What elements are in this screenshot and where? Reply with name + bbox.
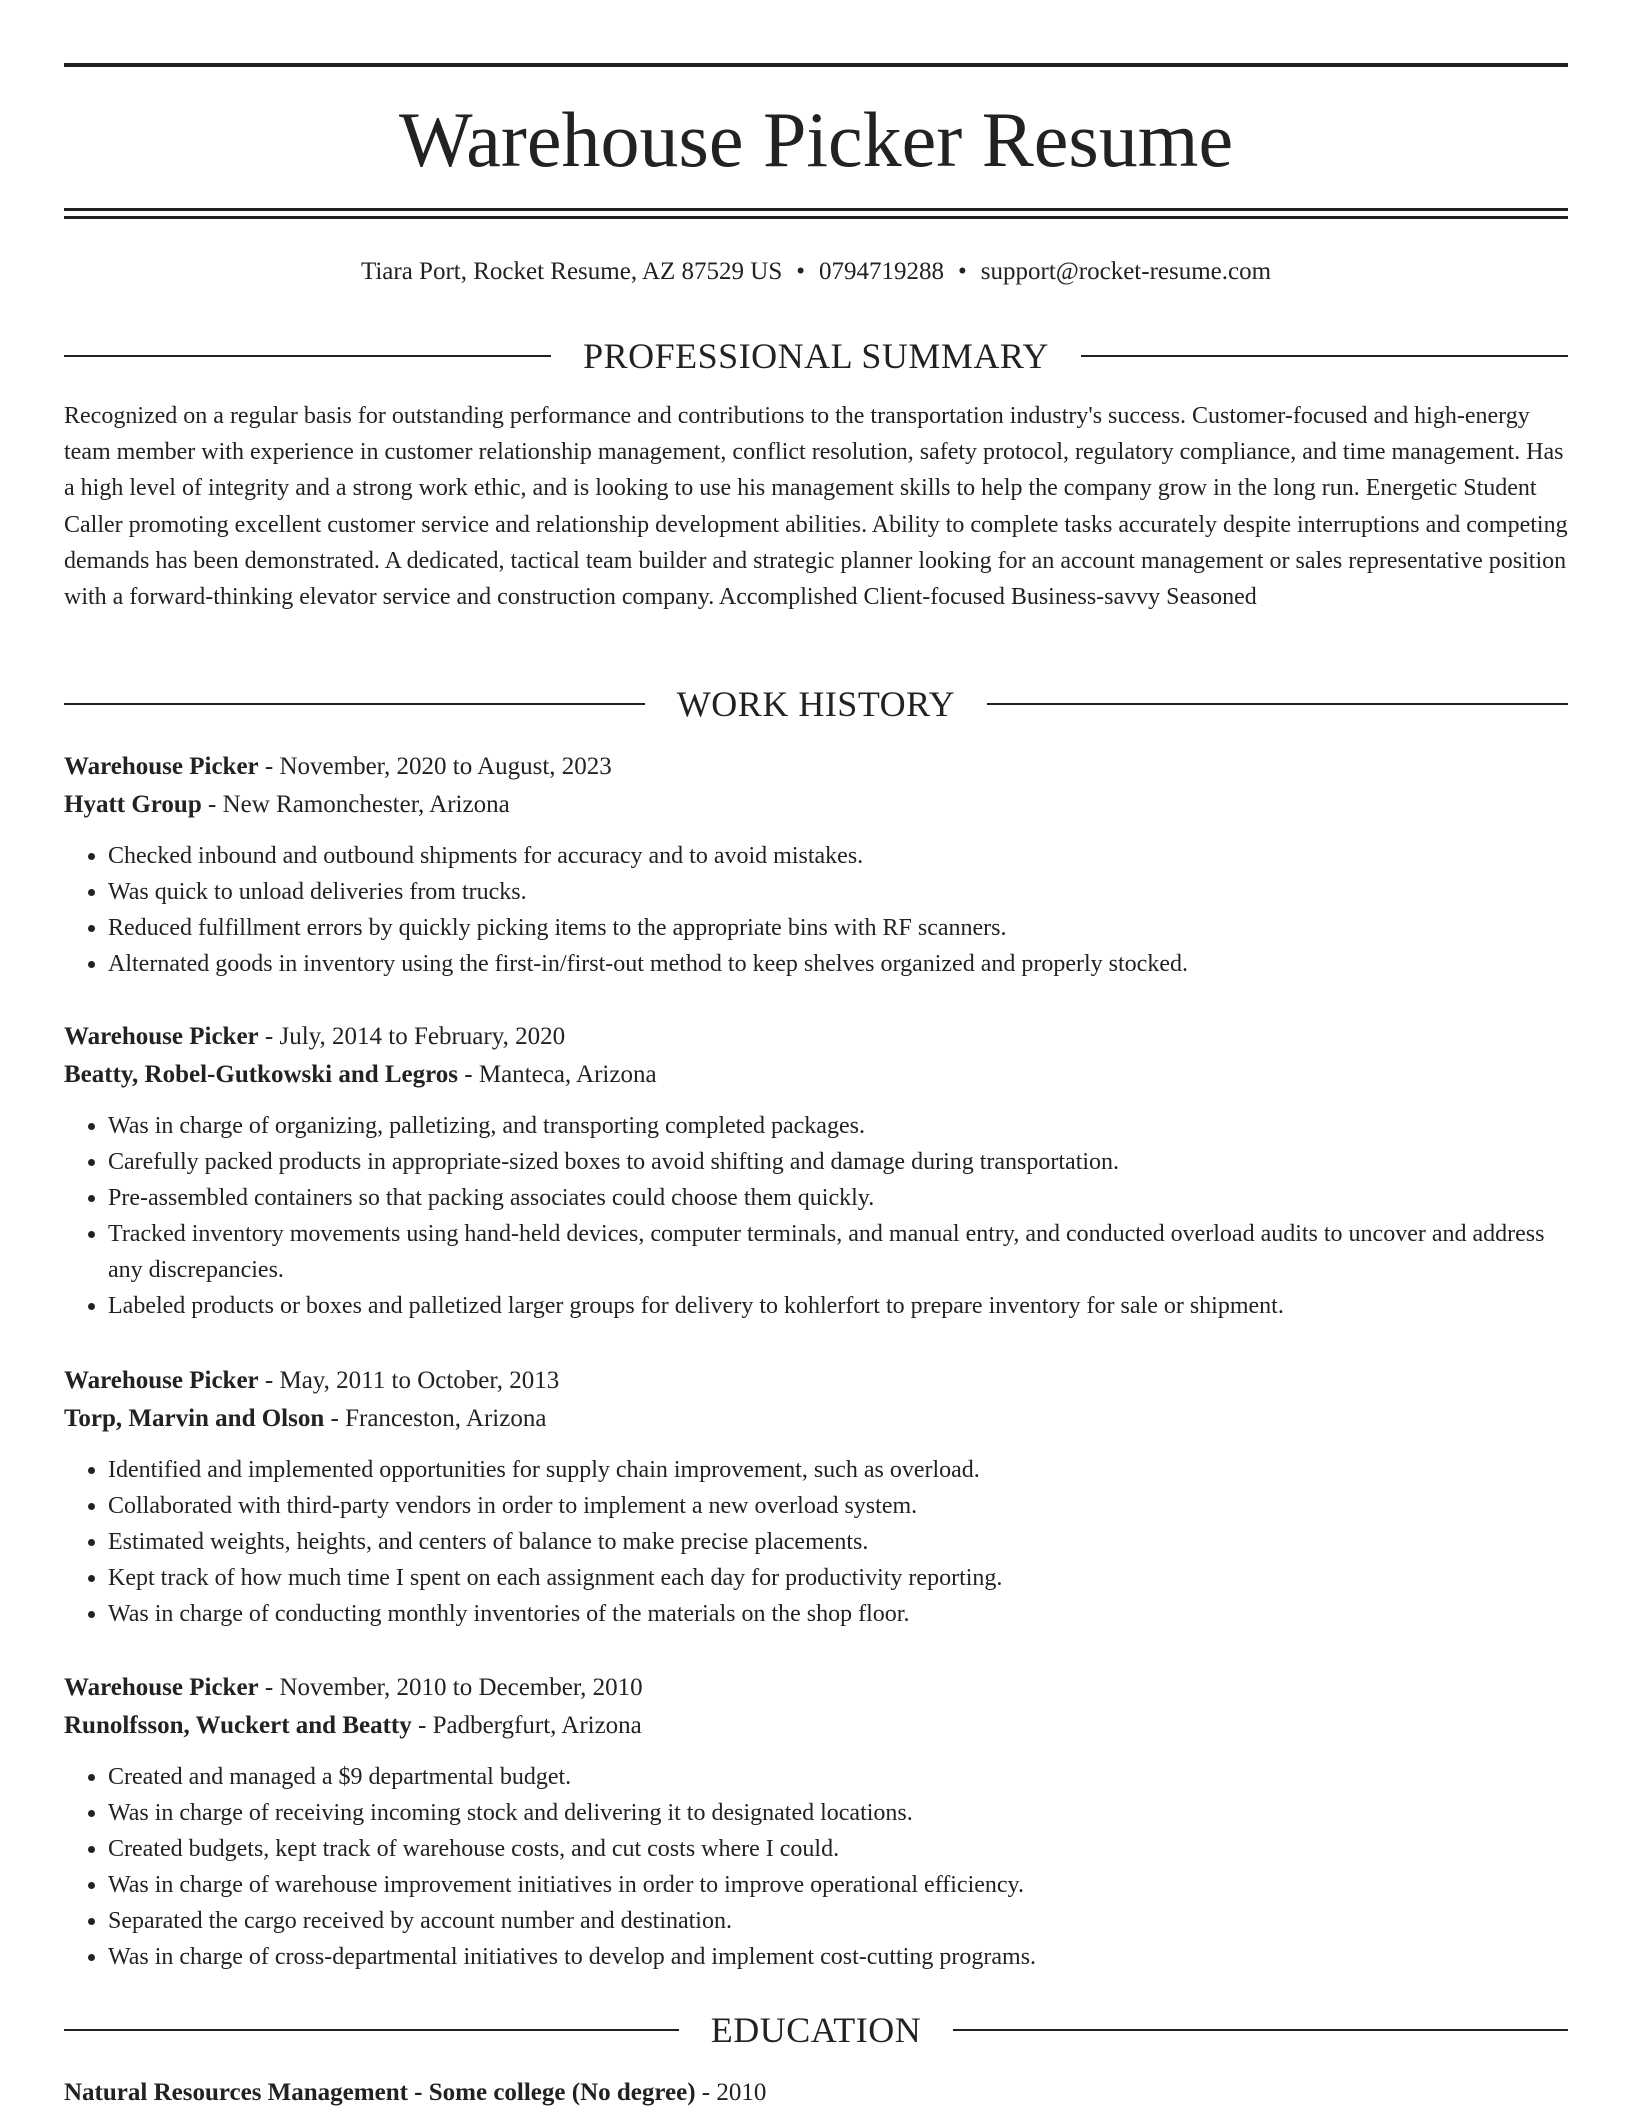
- contact-address: Tiara Port, Rocket Resume, AZ 87529 US: [360, 258, 783, 285]
- work-history-heading: [64, 682, 1568, 726]
- list-item: • Was in charge of cross-departmental initiatives to develop and implement cost-cutting programs.: [108, 1939, 1568, 1975]
- job-dates: - May, 2011 to October, 2013: [258, 1367, 560, 1394]
- job-title-line: [64, 1669, 1568, 1707]
- list-item: • Reduced fulfillment errors by quickly picking items to the appropriate bins with RF scanners.: [108, 910, 1568, 946]
- job-title: Warehouse Picker: [64, 753, 259, 780]
- job-company-line: [64, 1400, 1568, 1438]
- education-year: - 2010: [695, 2079, 767, 2106]
- education-degree: Natural Resources Management - Some college (No degree): [64, 2079, 696, 2106]
- job-company: Hyatt Group: [64, 791, 202, 818]
- job-entry: [64, 748, 1568, 982]
- list-item: • Created budgets, kept track of warehouse costs, and cut costs where I could.: [108, 1831, 1568, 1867]
- work-history-heading-label: WORK HISTORY: [676, 684, 956, 724]
- contact-line: [64, 254, 1568, 290]
- job-title-line: [64, 1362, 1568, 1400]
- education-heading-label: EDUCATION: [710, 2010, 922, 2050]
- job-bullets: [64, 1452, 1568, 1632]
- list-item: • Was in charge of conducting monthly inventories of the materials on the shop floor.: [108, 1596, 1568, 1632]
- job-title: Warehouse Picker: [64, 1023, 259, 1050]
- heading-rule-left: [64, 355, 551, 357]
- education-heading: [64, 2008, 1568, 2052]
- list-item: • Identified and implemented opportunities for supply chain improvement, such as overload.: [108, 1452, 1568, 1488]
- summary-heading: [64, 334, 1568, 378]
- job-company: Beatty, Robel-Gutkowski and Legros: [64, 1061, 459, 1088]
- list-item: • Alternated goods in inventory using the first-in/first-out method to keep shelves organized and properly stocked.: [108, 946, 1568, 982]
- job-company: Torp, Marvin and Olson: [64, 1405, 325, 1432]
- resume-title: Warehouse Picker Resume: [398, 96, 1234, 183]
- heading-rule-left: [64, 2029, 679, 2031]
- contact-separator: •: [958, 258, 967, 285]
- job-entry: [64, 1362, 1568, 1632]
- job-entry: [64, 1018, 1568, 1324]
- heading-rule-right: [1081, 355, 1568, 357]
- job-location: - Franceston, Arizona: [324, 1405, 547, 1432]
- job-location: - Padbergfurt, Arizona: [411, 1712, 642, 1739]
- job-title-line: [64, 1018, 1568, 1056]
- job-company-line: [64, 786, 1568, 824]
- job-dates: - July, 2014 to February, 2020: [258, 1023, 566, 1050]
- summary-text: Recognized on a regular basis for outstanding performance and contributions to the transportation industry's success. Customer-focused and high-energy team member with experience in customer relationship management, conflict resolution, safety protocol, regulatory compliance, and time management. Has a high level of integrity and a strong work ethic, and is looking to use his management skills to help the company grow in the long run. Energetic Student Caller promoting excellent customer service and relationship development abilities. Ability to complete tasks accurately despite interruptions and competing demands has been demonstrated. A dedicated, tactical team builder and strategic planner looking for an account management or sales representative position with a forward-thinking elevator service and construction company. Accomplished Client-focused Business-savvy Seasoned: [64, 403, 1568, 611]
- job-location: - New Ramonchester, Arizona: [201, 791, 510, 818]
- list-item: • Was in charge of organizing, palletizing, and transporting completed packages.: [108, 1108, 1568, 1144]
- list-item: • Kept track of how much time I spent on each assignment each day for productivity reporting.: [108, 1560, 1568, 1596]
- job-dates: - November, 2010 to December, 2010: [258, 1674, 643, 1701]
- heading-rule-right: [953, 2029, 1568, 2031]
- job-company-line: [64, 1707, 1568, 1745]
- list-item: • Separated the cargo received by account number and destination.: [108, 1903, 1568, 1939]
- job-company: Runolfsson, Wuckert and Beatty: [64, 1712, 412, 1739]
- list-item: • Was quick to unload deliveries from trucks.: [108, 874, 1568, 910]
- heading-rule-left: [64, 703, 645, 705]
- job-bullets: [64, 1108, 1568, 1324]
- job-company-line: [64, 1056, 1568, 1094]
- list-item: • Created and managed a $9 departmental budget.: [108, 1759, 1568, 1795]
- list-item: • Tracked inventory movements using hand-held devices, computer terminals, and manual entry, and conducted overload audits to uncover and address any discrepancies.: [108, 1216, 1568, 1288]
- heading-rule-right: [987, 703, 1568, 705]
- job-title: Warehouse Picker: [64, 1674, 259, 1701]
- job-location: - Manteca, Arizona: [458, 1061, 657, 1088]
- contact-separator: •: [796, 258, 805, 285]
- list-item: • Checked inbound and outbound shipments for accuracy and to avoid mistakes.: [108, 838, 1568, 874]
- job-bullets: [64, 838, 1568, 982]
- title-rule-upper: [64, 208, 1568, 211]
- title-rule-lower: [64, 216, 1568, 219]
- job-dates: - November, 2020 to August, 2023: [258, 753, 612, 780]
- job-entry: [64, 1669, 1568, 1975]
- contact-email: support@rocket-resume.com: [980, 258, 1272, 285]
- job-bullets: [64, 1759, 1568, 1975]
- list-item: • Carefully packed products in appropriate-sized boxes to avoid shifting and damage during transportation.: [108, 1144, 1568, 1180]
- job-title-line: [64, 748, 1568, 786]
- list-item: • Was in charge of warehouse improvement initiatives in order to improve operational efficiency.: [108, 1867, 1568, 1903]
- list-item: • Estimated weights, heights, and centers of balance to make precise placements.: [108, 1524, 1568, 1560]
- list-item: • Pre-assembled containers so that packing associates could choose them quickly.: [108, 1180, 1568, 1216]
- education-entry: [64, 2074, 1568, 2112]
- job-title: Warehouse Picker: [64, 1367, 259, 1394]
- contact-phone: 0794719288: [819, 258, 944, 285]
- list-item: • Collaborated with third-party vendors in order to implement a new overload system.: [108, 1488, 1568, 1524]
- summary-heading-label: PROFESSIONAL SUMMARY: [583, 336, 1049, 376]
- top-rule: [64, 63, 1568, 67]
- list-item: • Was in charge of receiving incoming stock and delivering it to designated locations.: [108, 1795, 1568, 1831]
- list-item: • Labeled products or boxes and palletized larger groups for delivery to kohlerfort to prepare inventory for sale or shipment.: [108, 1288, 1568, 1324]
